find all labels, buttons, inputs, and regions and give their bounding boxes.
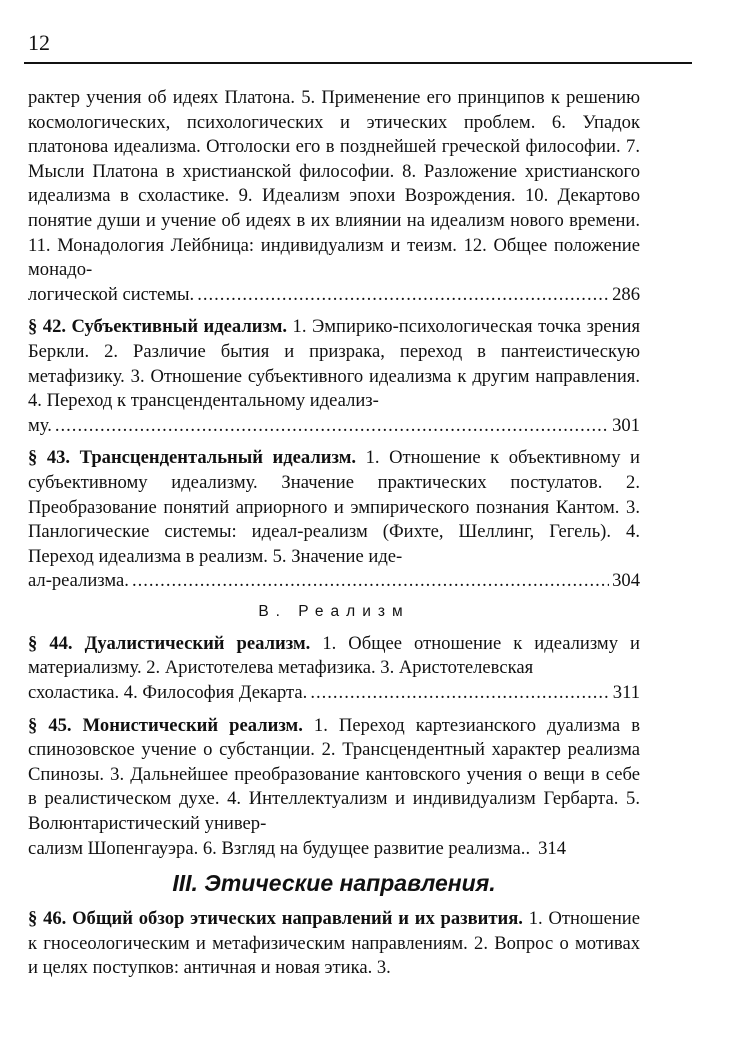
dot-leader (310, 681, 609, 706)
toc-entry-45 (28, 714, 640, 862)
leader-line (28, 837, 640, 862)
leader-line (28, 681, 640, 706)
toc-entry-42 (28, 315, 640, 438)
entry-text: 1. Отношение к объективному и субъективному идеализму. Значение практических постулатов. 2. Преобразование понятий априорного и эмпирического познания Кантом. 3. Панлогические системы: идеал-реализм (Фихте, Шеллинг, Гегель). 4. Переход идеализма в реализм. 5. Значение иде- (28, 447, 640, 567)
dot-leader (197, 283, 609, 308)
entry-last-line: схоластика. 4. Философия Декарта. (28, 682, 308, 704)
toc-entry-46 (28, 907, 640, 981)
section-heading: III. Этические направления. (172, 870, 496, 897)
leader-line (28, 283, 640, 308)
leader-line (28, 414, 640, 439)
dot-leader (55, 414, 609, 439)
leader-line (28, 569, 640, 594)
entry-title: § 45. Монистический реализм. (28, 714, 303, 736)
toc-entry-44 (28, 632, 640, 706)
entry-page-number: 286 (612, 283, 640, 305)
entry-page-number: 301 (612, 414, 640, 436)
entry-text: 1. Эмпирико-психологическая точка зрения Беркли. 2. Различие бытия и призрака, переход в пантеистическую метафизику. 3. Отношение субъективного идеализма к другим направления. 4. Переход к трансцендентальному идеализ- (28, 316, 640, 412)
toc-entry-43 (28, 446, 640, 594)
entry-page-number: 314 (538, 837, 566, 859)
page-number: 12 (28, 30, 50, 55)
entry-title: § 46. Общий обзор этических направлений и их развития. (28, 908, 523, 930)
subsection-heading: В. Реализм (258, 602, 410, 620)
toc-content (28, 86, 640, 989)
entry-text: рактер учения об идеях Платона. 5. Применение его принципов к решению космологических, психологических и этических проблем. 6. Упадок платонова идеализма. Отголоски его в позднейшей греческой философии. 7. Мысли Платона в христианской философии. 8. Разложение христианского идеализма в схоластике. 9. Идеализм эпохи Возрождения. 10. Декартово понятие души и учение об идеях в их влиянии на идеализм нового времени. 11. Монадология Лейбница: индивидуализм и теизм. 12. Общее положение монадо- (28, 87, 640, 281)
entry-title: § 42. Субъективный идеализм. (28, 316, 288, 338)
header-rule (24, 62, 692, 64)
entry-page-number: 304 (612, 570, 640, 592)
entry-last-line: му. (28, 414, 52, 436)
entry-last-line: сализм Шопенгауэра. 6. Взгляд на будущее развитие реализма.. (28, 837, 531, 859)
entry-text: 1. Отношение к гносеологическим и метафизическим направлениям. 2. Вопрос о мотивах и целях поступков: античная и новая этика. 3. (28, 908, 640, 979)
entry-last-line: логической системы. (28, 283, 195, 305)
dot-leader (132, 569, 609, 594)
toc-entry-platonic-idealism (28, 86, 640, 307)
entry-text: 1. Общее отношение к идеализму и материализму. 2. Аристотелева метафизика. 3. Аристотелевская (28, 632, 640, 679)
entry-title: § 43. Трансцендентальный идеализм. (28, 447, 357, 469)
entry-page-number: 311 (612, 682, 640, 704)
entry-last-line: ал-реализма. (28, 570, 129, 592)
entry-title: § 44. Дуалистический реализм. (28, 632, 311, 654)
entry-text: 1. Переход картезианского дуализма в спинозовское учение о субстанции. 2. Трансцендентный характер реализма Спинозы. 3. Дальнейшее преобразование кантовского учения о вещи в себе в реалистическом духе. 4. Интеллектуализм и индивидуализм Гербарта. 5. Волюнтаристический универ- (28, 714, 640, 835)
